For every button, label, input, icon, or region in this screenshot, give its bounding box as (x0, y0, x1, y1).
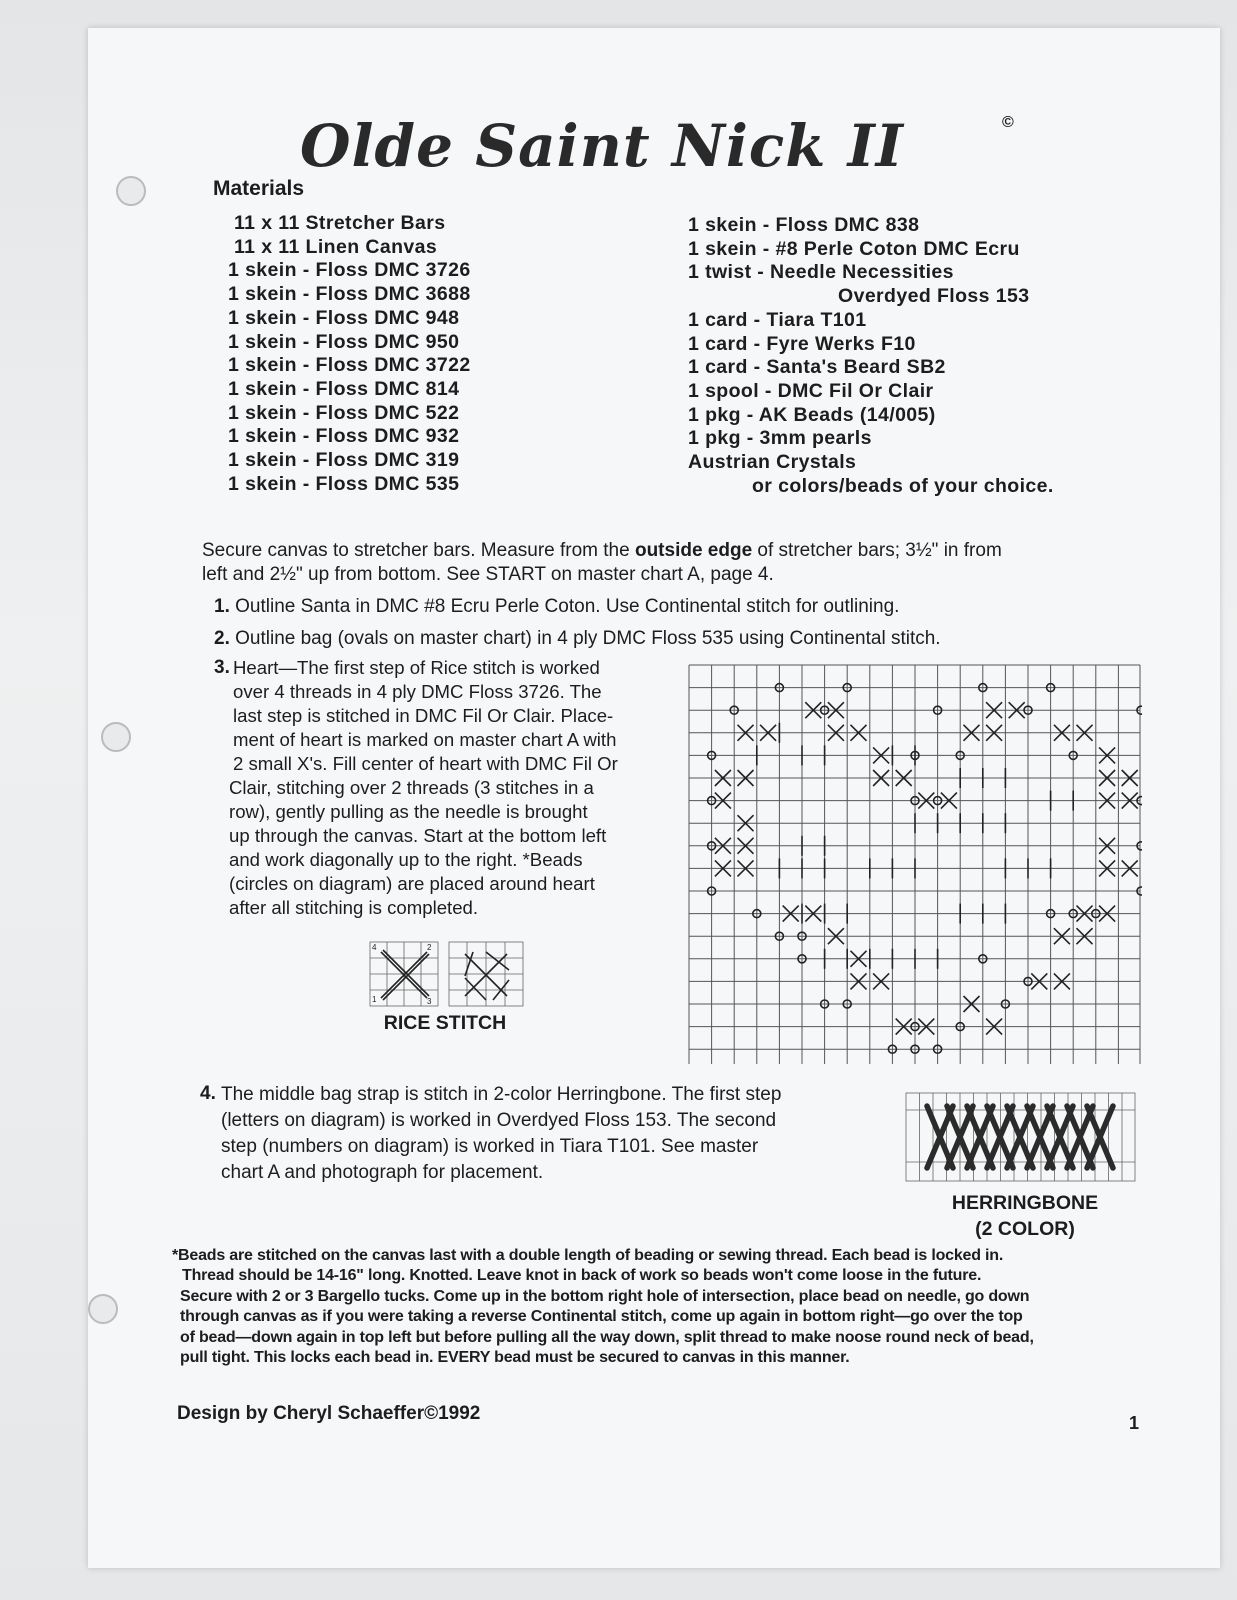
footnote-line: through canvas as if you were taking a reverse Continental stitch, come up again in bottom right—go over the top (180, 1308, 1023, 1326)
materials-list-right (688, 214, 1054, 498)
material-item: 1 skein - Floss DMC 948 (228, 306, 460, 329)
intro-paragraph (202, 539, 1002, 587)
rice-num: 2 (427, 943, 432, 952)
step-text-line: (circles on diagram) are placed around heart (229, 873, 595, 894)
step-text-line: row), gently pulling as the needle is brought (229, 801, 588, 822)
material-item: 1 skein - Floss DMC 814 (228, 377, 460, 400)
step-4 (200, 1082, 216, 1106)
rice-num: 4 (372, 943, 377, 952)
material-item: 1 pkg - AK Beads (14/005) (688, 403, 936, 426)
material-item: 1 card - Tiara T101 (688, 308, 867, 331)
footnote-line: Thread should be 14-16" long. Knotted. Leave knot in back of work so beads won't come loose in the future. (182, 1267, 982, 1285)
footnote-line: of bead—down again in top left but before pulling all the way down, split thread to make noose round neck of bead, (180, 1328, 1034, 1346)
binder-hole-middle (101, 722, 131, 752)
step-text-line: step (numbers on diagram) is worked in Tiara T101. See master (221, 1136, 759, 1157)
material-item: Overdyed Floss 153 (838, 285, 1030, 308)
footnote-line: pull tight. This locks each bead in. EVERY bead must be secured to canvas in this manner. (180, 1349, 850, 1367)
step-text-line: Clair, stitching over 2 threads (3 stitches in a (229, 777, 594, 798)
step-text-line: last step is stitched in DMC Fil Or Clair. Place- (233, 705, 614, 726)
intro-text: of stretcher bars; 3½" in from (752, 540, 1002, 561)
material-item: 11 x 11 Linen Canvas (234, 235, 438, 258)
step-2 (214, 627, 941, 651)
material-item: 1 skein - #8 Perle Coton DMC Ecru (688, 237, 1020, 260)
herringbone-label-line: HERRINGBONE (951, 1192, 1099, 1214)
page-number: 1 (1129, 1413, 1140, 1433)
material-item: Austrian Crystals (688, 451, 857, 474)
material-item: or colors/beads of your choice. (752, 474, 1054, 497)
material-item: 1 skein - Floss DMC 535 (228, 472, 460, 495)
step-text-line: Heart—The first step of Rice stitch is worked (233, 657, 600, 678)
step-text-line: ment of heart is marked on master chart A with (233, 729, 617, 750)
step-3-text (229, 656, 618, 920)
material-item: 1 skein - Floss DMC 932 (228, 425, 460, 448)
page-title: Olde Saint Nick II (300, 112, 904, 180)
intro-bold-text: outside edge (634, 540, 753, 561)
step-text: Outline bag (ovals on master chart) in 4 ply DMC Floss 535 using Continental stitch. (235, 628, 941, 649)
material-item: 1 spool - DMC Fil Or Clair (688, 379, 934, 402)
step-text-line: 2 small X's. Fill center of heart with DMC Fil Or (233, 753, 618, 774)
step-text-line: up through the canvas. Start at the bottom left (229, 825, 607, 846)
rice-num: 3 (427, 997, 432, 1006)
intro-text: left and 2½" up from bottom. See START on master chart A, page 4. (202, 564, 774, 585)
footnote-line: *Beads are stitched on the canvas last with a double length of beading or sewing thread. Each bead is locked in. (172, 1247, 1004, 1264)
step-text-line: (letters on diagram) is worked in Overdyed Floss 153. The second (221, 1110, 777, 1131)
step-1 (214, 595, 899, 619)
step-3 (214, 656, 230, 680)
step-text: Outline Santa in DMC #8 Ecru Perle Coton. Use Continental stitch for outlining. (235, 596, 900, 617)
material-item: 1 skein - Floss DMC 838 (688, 214, 920, 236)
step-number: 3. (214, 657, 230, 678)
rice-num: 1 (372, 995, 377, 1004)
material-item: 11 x 11 Stretcher Bars (234, 212, 446, 234)
herringbone-label (930, 1190, 1120, 1242)
copyright-mark: © (1002, 114, 1014, 131)
rice-stitch-label: RICE STITCH (383, 1012, 507, 1034)
step-number: 4. (200, 1083, 216, 1104)
footnote-line: Secure with 2 or 3 Bargello tucks. Come up in the bottom right hole of intersection, place bead on needle, go down (180, 1287, 1030, 1305)
heart-stitch-diagram (688, 664, 1142, 1066)
material-item: 1 skein - Floss DMC 319 (228, 449, 460, 472)
step-text-line: over 4 threads in 4 ply DMC Floss 3726. The (233, 681, 602, 702)
step-number: 1. (214, 596, 230, 617)
step-4-text (221, 1082, 781, 1186)
materials-list-left (228, 212, 471, 496)
herringbone-diagram (905, 1092, 1137, 1184)
material-item: 1 card - Santa's Beard SB2 (688, 356, 946, 379)
material-item: 1 card - Fyre Werks F10 (688, 332, 916, 355)
herringbone-label-line: (2 COLOR) (975, 1218, 1075, 1240)
material-item: 1 skein - Floss DMC 3688 (228, 283, 471, 306)
rice-stitch-diagram (369, 940, 527, 1008)
intro-text: Secure canvas to stretcher bars. Measure from the (202, 540, 635, 561)
step-text-line: chart A and photograph for placement. (221, 1162, 544, 1183)
step-number: 2. (214, 628, 230, 649)
design-credit: Design by Cheryl Schaeffer©1992 (177, 1403, 481, 1424)
material-item: 1 skein - Floss DMC 522 (228, 401, 460, 424)
binder-hole-top (116, 176, 146, 206)
step-text-line: after all stitching is completed. (229, 897, 479, 918)
material-item: 1 skein - Floss DMC 3722 (228, 354, 471, 377)
binder-hole-bottom (88, 1294, 118, 1324)
material-item: 1 skein - Floss DMC 950 (228, 330, 460, 353)
material-item: 1 twist - Needle Necessities (688, 261, 954, 284)
beads-footnote (172, 1246, 1147, 1368)
material-item: 1 pkg - 3mm pearls (688, 427, 872, 450)
step-text-line: and work diagonally up to the right. *Beads (229, 849, 583, 870)
materials-heading: Materials (213, 177, 305, 200)
material-item: 1 skein - Floss DMC 3726 (228, 259, 471, 282)
step-text-line: The middle bag strap is stitch in 2-color Herringbone. The first step (221, 1084, 782, 1105)
